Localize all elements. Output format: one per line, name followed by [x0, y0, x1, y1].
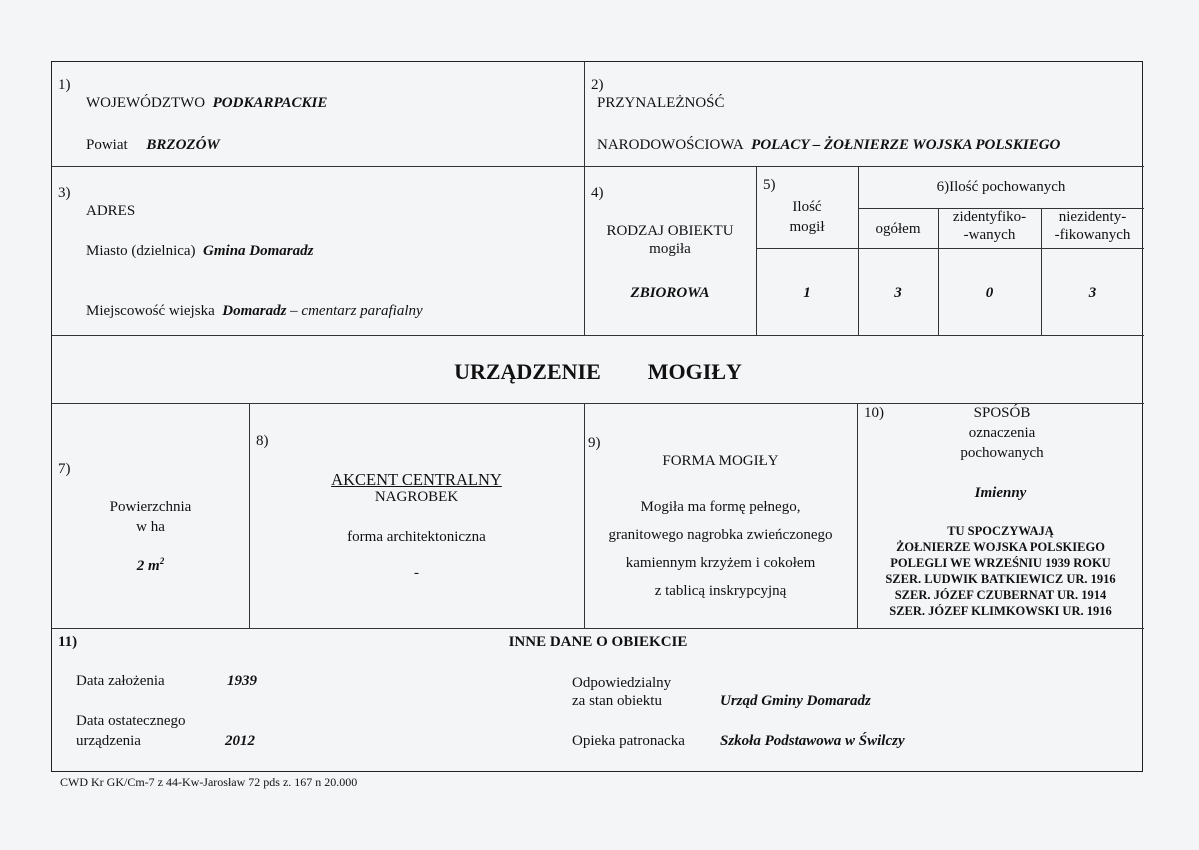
buried-unidentified-header-2: -fikowanych	[1054, 227, 1131, 243]
responsible-value: Urząd Gminy Domaradz	[720, 693, 871, 709]
grave-form-line: granitowego nagrobka zwieńczonego	[608, 527, 833, 543]
divider	[756, 166, 757, 335]
nationality-label: PRZYNALEŻNOŚĆ	[597, 95, 725, 111]
grave-count-label: Ilość	[792, 199, 822, 215]
voivodeship-value: PODKARPACKIE	[212, 95, 328, 111]
central-accent-title: AKCENT CENTRALNY	[331, 470, 502, 489]
section-4-number: 4)	[591, 185, 604, 201]
marking-method-label-3: pochowanych	[960, 445, 1044, 461]
buried-identified-value: 0	[985, 285, 994, 301]
section-2-number: 2)	[591, 77, 604, 93]
section-3-number: 3)	[58, 185, 71, 201]
village-label: Miejscowość wiejska	[86, 303, 215, 319]
area-value-sup: 2	[159, 556, 165, 566]
divider	[52, 628, 1144, 629]
buried-unidentified-value: 3	[1088, 285, 1097, 301]
buried-unidentified-header	[1041, 208, 1144, 244]
section-heading	[52, 358, 1144, 386]
grave-form-line: z tablicą inskrypcyjną	[654, 583, 787, 599]
object-type-value: ZBIOROWA	[630, 285, 710, 301]
grave-form-line: kamiennym krzyżem i cokołem	[625, 555, 816, 571]
responsible-label: Odpowiedzialny	[572, 675, 672, 691]
city-row	[86, 242, 313, 261]
county-value: BRZOZÓW	[146, 137, 220, 153]
architectural-form-label: forma architektoniczna	[347, 529, 486, 545]
section-9-number: 9)	[588, 435, 601, 451]
heading-word-1: URZĄDZENIE	[454, 359, 601, 384]
section-8-number: 8)	[256, 433, 269, 449]
area-label-2: w ha	[136, 519, 165, 535]
voivodeship-row	[86, 94, 327, 113]
nationality-value: POLACY – ŻOŁNIERZE WOJSKA POLSKIEGO	[751, 137, 1061, 153]
grave-form-title: FORMA MOGIŁY	[662, 453, 779, 469]
area-label: Powierzchnia	[109, 499, 192, 515]
founding-date-value: 1939	[227, 673, 257, 689]
marking-method-label-2: oznaczenia	[968, 425, 1036, 441]
divider	[52, 166, 1144, 167]
divider	[249, 403, 250, 628]
buried-identified-header	[938, 208, 1041, 244]
county-row	[86, 136, 220, 155]
marking-method-value: Imienny	[974, 485, 1027, 501]
final-date-label-2: urządzenia	[76, 733, 141, 749]
address-label: ADRES	[86, 203, 136, 219]
inscription-line: SZER. JÓZEF KLIMKOWSKI UR. 1916	[889, 604, 1112, 618]
final-date-label: Data ostatecznego	[76, 713, 186, 729]
nationality-label-2: NARODOWOŚCIOWA	[597, 137, 744, 153]
object-type-label-2: mogiła	[649, 241, 691, 257]
section-11-number: 11)	[58, 634, 78, 650]
village-value: Domaradz	[222, 303, 287, 319]
grave-count-label-2: mogił	[789, 219, 825, 235]
form-footer: CWD Kr GK/Cm-7 z 44-Kw-Jarosław 72 pds z. 167 n 20.000	[60, 775, 358, 789]
buried-count-title: 6)Ilość pochowanych	[936, 179, 1066, 195]
buried-identified-header-1: zidentyfiko-	[952, 209, 1027, 225]
section-5-number: 5)	[763, 177, 776, 193]
section-7-number: 7)	[58, 461, 71, 477]
buried-total-value: 3	[894, 285, 902, 301]
object-type-label: RODZAJ OBIEKTU	[606, 223, 734, 239]
voivodeship-label: WOJEWÓDZTWO	[86, 95, 206, 111]
village-row	[86, 302, 423, 321]
other-data-title: INNE DANE O OBIEKCIE	[508, 634, 688, 650]
divider	[756, 248, 1144, 249]
inscription-line: POLEGLI WE WRZEŚNIU 1939 ROKU	[890, 556, 1111, 570]
final-date-value: 2012	[225, 733, 255, 749]
responsible-label-2: za stan obiektu	[572, 693, 662, 709]
grave-record-form	[51, 61, 1143, 772]
patronage-label: Opieka patronacka	[572, 733, 685, 749]
buried-unidentified-header-1: niezidenty-	[1058, 209, 1127, 225]
city-label: Miasto (dzielnica)	[86, 243, 196, 259]
inscription-line: ŻOŁNIERZE WOJSKA POLSKIEGO	[896, 540, 1105, 554]
village-value-rest: – cmentarz parafialny	[290, 303, 423, 319]
architectural-form-value: -	[414, 565, 419, 581]
buried-total-header: ogółem	[875, 221, 921, 237]
area-value-text: 2 m	[136, 558, 160, 574]
inscription-line: TU SPOCZYWAJĄ	[947, 524, 1054, 538]
grave-form-line: Mogiła ma formę pełnego,	[640, 499, 801, 515]
heading-word-2: MOGIŁY	[647, 359, 742, 384]
grave-count-value: 1	[803, 285, 811, 301]
patronage-value: Szkoła Podstawowa w Świlczy	[720, 733, 905, 749]
tombstone-label: NAGROBEK	[374, 489, 459, 505]
section-1-number: 1)	[58, 77, 71, 93]
county-label: Powiat	[86, 137, 128, 153]
city-value: Gmina Domaradz	[203, 243, 314, 259]
marking-method-label: SPOSÓB	[973, 405, 1031, 421]
section-10-number: 10)	[864, 405, 884, 421]
nationality-row	[597, 136, 1060, 155]
inscription-line: SZER. LUDWIK BATKIEWICZ UR. 1916	[885, 572, 1116, 586]
area-value	[52, 556, 249, 576]
divider	[52, 335, 1144, 336]
inscription-line: SZER. JÓZEF CZUBERNAT UR. 1914	[894, 588, 1107, 602]
founding-date-label: Data założenia	[76, 673, 165, 689]
buried-identified-header-2: -wanych	[963, 227, 1016, 243]
